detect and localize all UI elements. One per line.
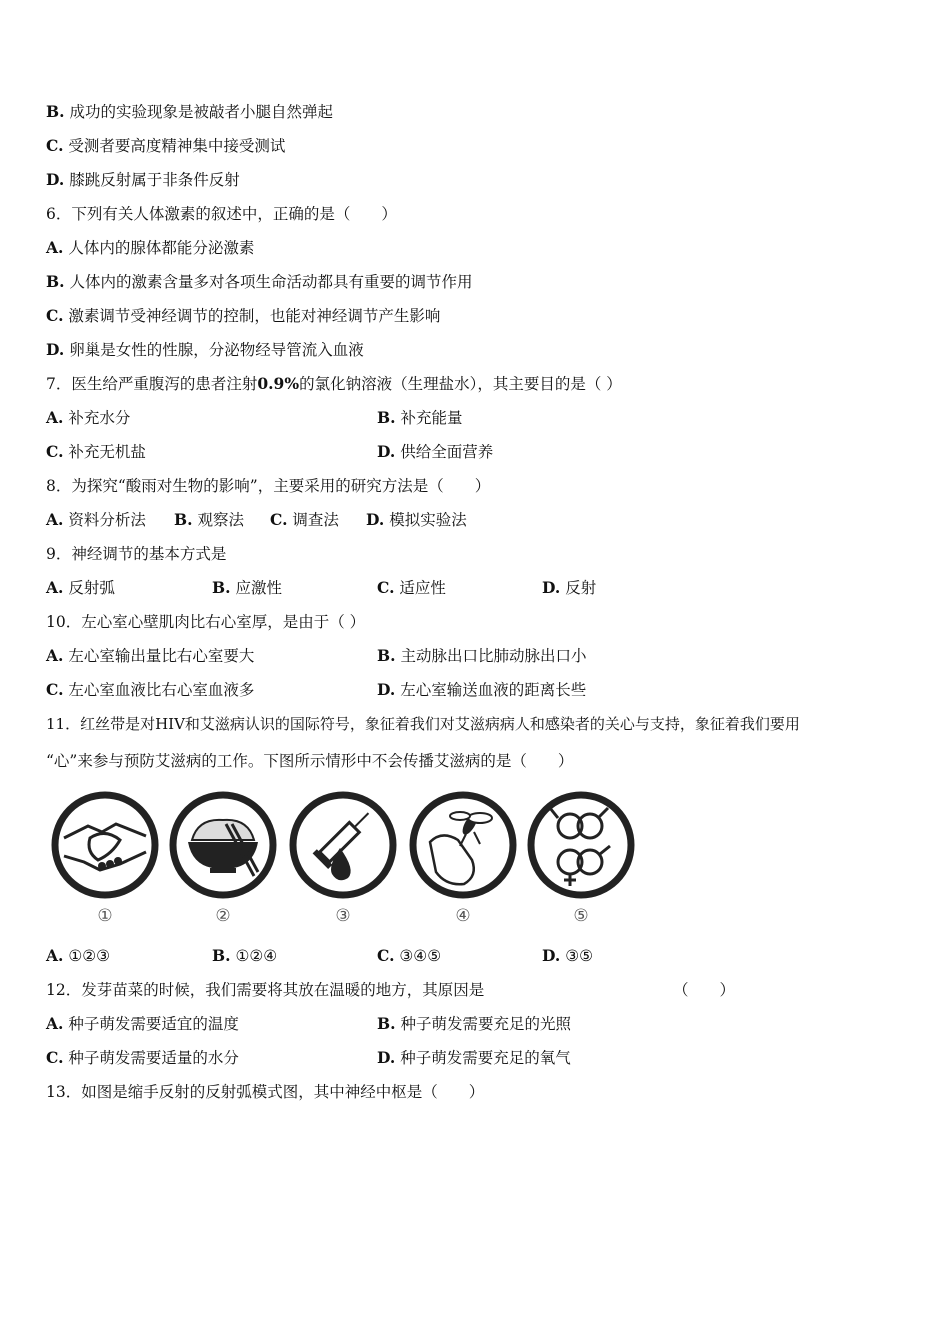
q8-option-c: C. 调查法: [270, 510, 339, 529]
q9-option-c: C. 适应性: [377, 578, 446, 597]
figure-label-1: ①: [97, 906, 113, 926]
q12-option-d: D. 种子萌发需要充足的氧气: [377, 1048, 571, 1067]
q11-option-d: D. ③⑤: [542, 946, 594, 965]
q11-option-c: C. ③④⑤: [377, 946, 442, 965]
q11-stem-line2: “心”来参与预防艾滋病的工作。下图所示情形中不会传播艾滋病的是（ ）: [46, 752, 574, 770]
q12-answer-paren: （ ）: [673, 981, 736, 999]
q12-option-a: A. 种子萌发需要适宜的温度: [46, 1014, 239, 1033]
q10-option-a: A. 左心室输出量比右心室要大: [46, 646, 255, 665]
q7-option-a: A. 补充水分: [46, 408, 131, 427]
mosquito-icon: [408, 790, 518, 900]
q11-option-b: B. ①②④: [212, 946, 278, 965]
q9-option-b: B. 应激性: [212, 578, 282, 597]
q5-option-d: D. 膝跳反射属于非条件反射: [46, 170, 240, 189]
q6-option-b: B. 人体内的激素含量多对各项生命活动都具有重要的调节作用: [46, 272, 473, 291]
q8-option-a: A. 资料分析法: [46, 510, 146, 529]
q7-option-b: B. 补充能量: [377, 408, 463, 427]
q5-option-b: B. 成功的实验现象是被敲者小腿自然弹起: [46, 102, 333, 121]
q8-option-d: D. 模拟实验法: [366, 510, 467, 529]
gender-symbols-icon: [526, 790, 636, 900]
q9-option-d: D. 反射: [542, 578, 597, 597]
q10-option-d: D. 左心室输送血液的距离长些: [377, 680, 587, 699]
q10-option-c: C. 左心室血液比右心室血液多: [46, 680, 255, 699]
q6-option-c: C. 激素调节受神经调节的控制，也能对神经调节产生影响: [46, 306, 441, 325]
q10-option-b: B. 主动脉出口比肺动脉出口小: [377, 646, 587, 665]
figure-label-4: ④: [455, 906, 471, 926]
q12-option-c: C. 种子萌发需要适量的水分: [46, 1048, 239, 1067]
q6-option-d: D. 卵巢是女性的性腺，分泌物经导管流入血液: [46, 340, 364, 359]
q9-stem: 9．神经调节的基本方式是: [46, 545, 227, 563]
q7-stem: 7．医生给严重腹泻的患者注射0.9%的氯化钠溶液（生理盐水），其主要目的是（ ）: [46, 374, 622, 393]
q10-stem: 10．左心室心壁肌肉比右心室厚，是由于（ ）: [46, 613, 366, 631]
q7-option-c: C. 补充无机盐: [46, 442, 146, 461]
q8-stem: 8．为探究“酸雨对生物的影响”，主要采用的研究方法是（ ）: [46, 477, 491, 495]
handshake-icon: [50, 790, 160, 900]
figure-label-2: ②: [215, 906, 231, 926]
q6-stem: 6．下列有关人体激素的叙述中，正确的是（ ）: [46, 205, 397, 223]
q11-stem-line1: 11．红丝带是对HIV和艾滋病认识的国际符号，象征着我们对艾滋病病人和感染者的关心与支持，象征着我们要用: [46, 715, 800, 733]
rice-bowl-icon: [168, 790, 278, 900]
q9-option-a: A. 反射弧: [46, 578, 115, 597]
figure-label-5: ⑤: [573, 906, 589, 926]
q6-option-a: A. 人体内的腺体都能分泌激素: [46, 238, 255, 257]
q12-option-b: B. 种子萌发需要充足的光照: [377, 1014, 571, 1033]
q12-stem: 12．发芽苗菜的时候，我们需要将其放在温暖的地方，其原因是: [46, 981, 485, 999]
q11-figure: [50, 790, 640, 940]
figure-label-3: ③: [335, 906, 351, 926]
q5-option-c: C. 受测者要高度精神集中接受测试: [46, 136, 286, 155]
q13-stem: 13．如图是缩手反射的反射弧模式图，其中神经中枢是（ ）: [46, 1083, 485, 1101]
q7-option-d: D. 供给全面营养: [377, 442, 494, 461]
syringe-icon: [288, 790, 398, 900]
q8-option-b: B. 观察法: [174, 510, 244, 529]
q11-option-a: A. ①②③: [46, 946, 111, 965]
